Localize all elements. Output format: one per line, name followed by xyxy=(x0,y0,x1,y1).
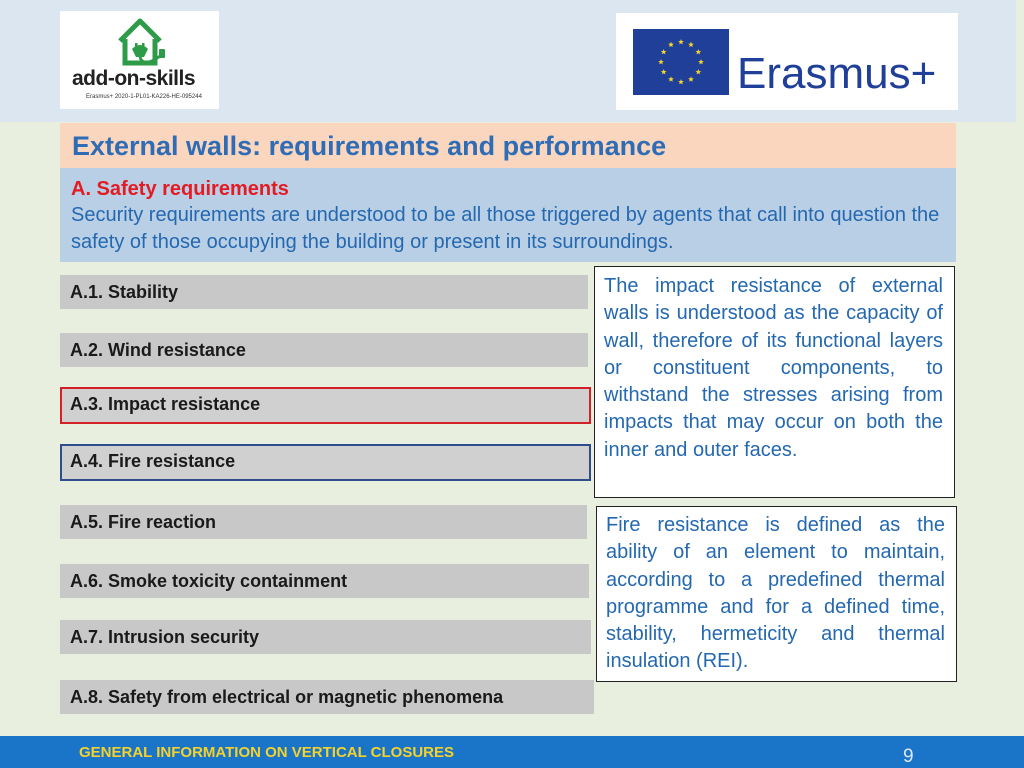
req-item-electrical-magnetic[interactable]: A.8. Safety from electrical or magnetic phenomena xyxy=(60,680,594,714)
req-item-impact-resistance[interactable]: A.3. Impact resistance xyxy=(60,387,591,424)
footer-bar xyxy=(0,736,1024,768)
erasmus-logo xyxy=(616,13,958,110)
eu-flag-icon xyxy=(633,29,729,95)
section-description: Security requirements are understood to be all those triggered by agents that call into question the safety of those occupying the building or present in its surroundings. xyxy=(71,204,940,253)
req-item-wind-resistance[interactable]: A.2. Wind resistance xyxy=(60,333,588,367)
safety-intro-panel xyxy=(60,168,956,262)
req-item-fire-resistance[interactable]: A.4. Fire resistance xyxy=(60,444,591,481)
add-on-skills-subtext: Erasmus+ 2020-1-PL01-KA226-HE-095244 xyxy=(86,94,202,100)
req-item-smoke-toxicity[interactable]: A.6. Smoke toxicity containment xyxy=(60,564,589,598)
req-item-stability[interactable]: A.1. Stability xyxy=(60,275,588,309)
slide-title: External walls: requirements and performance xyxy=(60,123,956,168)
add-on-skills-wordmark: add-on-skills xyxy=(72,67,196,90)
req-item-fire-reaction[interactable]: A.5. Fire reaction xyxy=(60,505,587,539)
footer-title: GENERAL INFORMATION ON VERTICAL CLOSURES xyxy=(79,744,455,761)
req-item-intrusion-security[interactable]: A.7. Intrusion security xyxy=(60,620,591,654)
page-number: 9 xyxy=(903,746,914,767)
erasmus-wordmark: Erasmus+ xyxy=(737,49,937,98)
add-on-skills-logo xyxy=(60,11,219,109)
fire-resistance-definition: Fire resistance is defined as the ability of an element to maintain, according to a predefined thermal programme and for a defined time, stability, hermeticity and thermal insulation (REI). xyxy=(596,506,957,682)
section-heading: A. Safety requirements xyxy=(71,178,289,200)
impact-resistance-definition: The impact resistance of external walls is understood as the capacity of wall, therefore of its functional layers or constituent components, to withstand the stresses arising from impacts that may occur on both the inner and outer faces. xyxy=(594,266,955,498)
